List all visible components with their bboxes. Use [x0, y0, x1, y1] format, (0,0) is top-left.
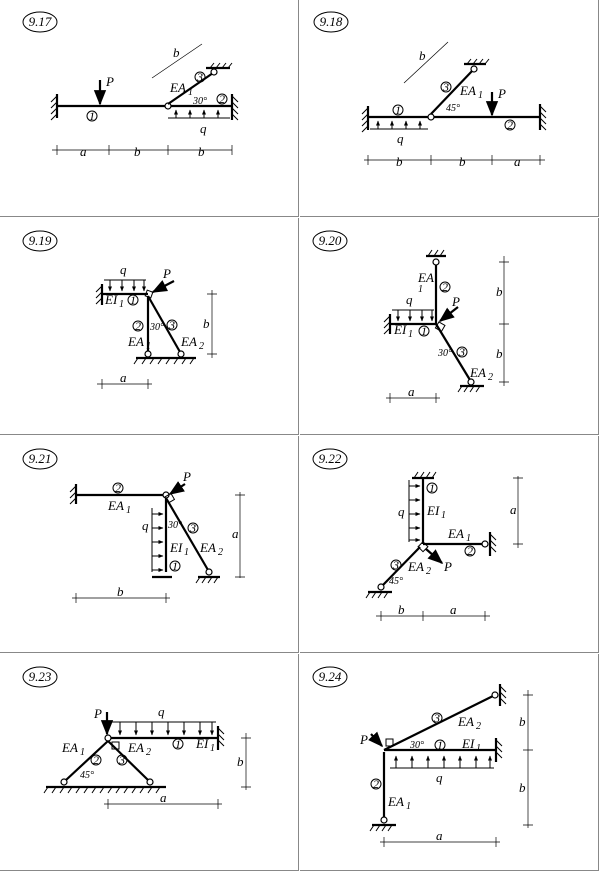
svg-text:P: P	[498, 86, 506, 101]
svg-text:P: P	[94, 706, 102, 721]
svg-text:b: b	[237, 754, 244, 769]
svg-text:a: a	[120, 370, 127, 385]
svg-text:P: P	[106, 74, 114, 89]
svg-text:9.20: 9.20	[318, 233, 342, 248]
svg-text:1: 1	[172, 559, 178, 573]
svg-text:EI: EI	[196, 736, 209, 751]
svg-text:3: 3	[197, 70, 203, 84]
svg-text:2: 2	[115, 481, 121, 495]
svg-text:P: P	[452, 294, 460, 309]
svg-text:b: b	[173, 45, 180, 60]
svg-text:1: 1	[406, 801, 411, 812]
svg-text:30°: 30°	[150, 322, 164, 333]
svg-text:2: 2	[199, 341, 204, 352]
svg-text:1: 1	[441, 510, 446, 521]
svg-text:1: 1	[175, 737, 181, 751]
svg-text:b: b	[134, 144, 141, 159]
svg-text:q: q	[158, 704, 165, 719]
svg-text:3: 3	[434, 711, 440, 725]
svg-text:b: b	[496, 284, 503, 299]
diagram-9-18	[314, 12, 546, 169]
svg-text:30°: 30°	[193, 96, 207, 107]
svg-text:q: q	[397, 131, 404, 146]
svg-text:q: q	[142, 518, 149, 533]
svg-text:45°: 45°	[446, 103, 460, 114]
svg-text:1: 1	[146, 341, 151, 352]
svg-text:2: 2	[373, 777, 379, 791]
svg-text:a: a	[450, 602, 457, 617]
svg-text:3: 3	[119, 753, 125, 767]
svg-text:b: b	[203, 316, 210, 331]
svg-text:1: 1	[119, 299, 124, 310]
svg-text:2: 2	[507, 118, 513, 132]
svg-text:EA: EA	[448, 526, 464, 541]
svg-text:1: 1	[395, 103, 401, 117]
svg-text:EA: EA	[108, 498, 124, 513]
diagram-9-24	[313, 667, 533, 847]
svg-text:1: 1	[418, 284, 423, 295]
diagram-9-17	[23, 12, 238, 159]
svg-text:2: 2	[467, 544, 473, 558]
svg-text:30°: 30°	[168, 520, 182, 531]
svg-text:9.23: 9.23	[28, 669, 52, 684]
svg-text:EA: EA	[418, 270, 434, 285]
svg-text:45°: 45°	[389, 576, 403, 587]
svg-text:45°: 45°	[80, 770, 94, 781]
svg-text:2: 2	[218, 547, 223, 558]
svg-text:1: 1	[429, 481, 435, 495]
svg-text:9.19: 9.19	[28, 233, 52, 248]
svg-text:2: 2	[219, 92, 225, 106]
svg-text:q: q	[398, 504, 405, 519]
svg-text:EA: EA	[470, 365, 486, 380]
svg-text:2: 2	[476, 721, 481, 732]
diagram-9-19	[23, 231, 217, 389]
diagram-9-23	[23, 667, 251, 809]
svg-text:30°: 30°	[438, 348, 452, 359]
svg-text:EI: EI	[394, 322, 407, 337]
svg-text:1: 1	[421, 324, 427, 338]
svg-text:P: P	[444, 559, 452, 574]
svg-text:1: 1	[478, 90, 483, 101]
svg-text:P: P	[360, 732, 368, 747]
svg-text:2: 2	[488, 372, 493, 383]
svg-text:b: b	[519, 780, 526, 795]
svg-text:1: 1	[437, 738, 443, 752]
svg-text:a: a	[514, 154, 521, 169]
svg-text:1: 1	[408, 329, 413, 340]
svg-text:EI: EI	[105, 292, 118, 307]
svg-text:1: 1	[188, 87, 193, 98]
svg-text:EA: EA	[62, 740, 78, 755]
svg-text:2: 2	[135, 319, 141, 333]
svg-text:1: 1	[126, 505, 131, 516]
svg-text:EA: EA	[200, 540, 216, 555]
svg-text:3: 3	[169, 318, 175, 332]
svg-text:2: 2	[426, 566, 431, 577]
svg-text:9.18: 9.18	[319, 14, 343, 29]
svg-text:q: q	[436, 770, 443, 785]
svg-text:1: 1	[466, 533, 471, 544]
svg-text:30°: 30°	[410, 740, 424, 751]
svg-text:EI: EI	[170, 540, 183, 555]
svg-text:3: 3	[459, 345, 465, 359]
svg-text:P: P	[183, 469, 191, 484]
svg-text:EA: EA	[408, 559, 424, 574]
svg-text:b: b	[496, 346, 503, 361]
svg-text:P: P	[163, 266, 171, 281]
svg-text:b: b	[398, 602, 405, 617]
svg-text:q: q	[200, 121, 207, 136]
svg-text:2: 2	[93, 753, 99, 767]
svg-text:a: a	[408, 384, 415, 399]
svg-text:9.22: 9.22	[318, 451, 342, 466]
svg-text:1: 1	[210, 743, 215, 754]
svg-text:a: a	[510, 502, 517, 517]
diagram-9-22	[313, 449, 523, 621]
svg-text:b: b	[519, 714, 526, 729]
svg-text:9.21: 9.21	[28, 451, 52, 466]
svg-text:q: q	[406, 292, 413, 307]
diagram-9-21	[23, 449, 245, 603]
svg-text:1: 1	[184, 547, 189, 558]
svg-text:2: 2	[146, 747, 151, 758]
svg-text:9.24: 9.24	[318, 669, 342, 684]
svg-text:EA: EA	[170, 80, 186, 95]
svg-text:EA: EA	[460, 83, 476, 98]
svg-text:1: 1	[476, 743, 481, 754]
svg-text:EA: EA	[388, 794, 404, 809]
diagram-9-20	[313, 231, 509, 403]
svg-text:a: a	[232, 526, 239, 541]
svg-text:b: b	[117, 584, 124, 599]
svg-text:a: a	[436, 828, 443, 843]
svg-text:EA: EA	[128, 740, 144, 755]
svg-text:1: 1	[89, 109, 95, 123]
svg-text:2: 2	[442, 280, 448, 294]
svg-text:a: a	[80, 144, 87, 159]
svg-text:b: b	[419, 48, 426, 63]
svg-text:b: b	[459, 154, 466, 169]
svg-text:3: 3	[443, 80, 449, 94]
svg-text:1: 1	[130, 293, 136, 307]
svg-text:3: 3	[393, 558, 399, 572]
svg-text:q: q	[120, 262, 127, 277]
svg-text:1: 1	[80, 747, 85, 758]
svg-text:3: 3	[190, 521, 196, 535]
problem-number: 9.17	[28, 14, 52, 29]
svg-text:EA: EA	[181, 334, 197, 349]
svg-text:EI: EI	[462, 736, 475, 751]
svg-text:EA: EA	[458, 714, 474, 729]
svg-text:EA: EA	[128, 334, 144, 349]
svg-text:EI: EI	[427, 503, 440, 518]
svg-text:b: b	[396, 154, 403, 169]
svg-text:b: b	[198, 144, 205, 159]
svg-text:a: a	[160, 790, 167, 805]
